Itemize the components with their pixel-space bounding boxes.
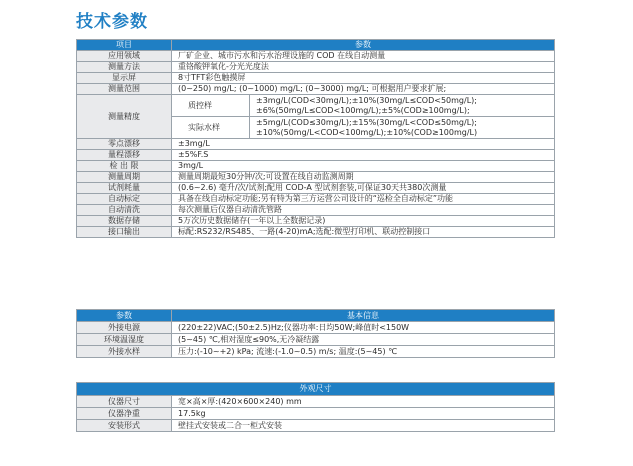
table-row: [77, 322, 555, 334]
table-header-row: [77, 40, 555, 51]
table-header-row: [77, 310, 555, 322]
table-row: [77, 95, 555, 117]
table-row: [77, 194, 555, 205]
table-row: [77, 346, 555, 358]
row-value: 每次测量后仪器自动清洗管路: [172, 205, 555, 216]
row-label: 测量精度: [77, 95, 172, 139]
header-item: 项目: [77, 40, 172, 51]
table-row: [77, 420, 555, 432]
table-row: [77, 408, 555, 420]
row-value: 压力:(-10~+2) kPa; 流速:(-1.0~0.5) m/s; 温度:(5~45) ℃: [172, 346, 555, 358]
row-value: 厂矿企业、城市污水和污水治理设施的 COD 在线自动测量: [172, 51, 555, 62]
table-header-row: [77, 383, 555, 396]
table-row: [77, 62, 555, 73]
row-label: 量程漂移: [77, 150, 172, 161]
header-basic-info: 基本信息: [172, 310, 555, 322]
header-param: 参数: [172, 40, 555, 51]
row-value: 具备在线自动标定功能;另有特为第三方运营公司设计的“巡检全自动标定”功能: [172, 194, 555, 205]
row-label: 测量范围: [77, 84, 172, 95]
row-label: 外接水样: [77, 346, 172, 358]
basic-info-table: [76, 309, 555, 358]
row-label: 自动清洗: [77, 205, 172, 216]
row-label: 仪器净重: [77, 408, 172, 420]
header-size: 外观尺寸: [77, 383, 555, 396]
table-row: [77, 139, 555, 150]
sub-label-real: 实际水样: [172, 117, 250, 139]
row-value: (0.6~2.6) 毫升/次/试剂;配用 COD-A 型试剂套装,可保证30天共380次测量: [172, 183, 555, 194]
row-value: 5万次历史数据储存(一年以上全数据记录): [172, 216, 555, 227]
table-row: [77, 73, 555, 84]
row-value: (5~45) ℃,相对湿度≤90%,无冷凝结露: [172, 334, 555, 346]
row-value: 测量周期最短30分钟/次;可设置在线自动监测周期: [172, 172, 555, 183]
row-label: 试剂耗量: [77, 183, 172, 194]
row-value: 8寸TFT彩色触摸屏: [172, 73, 555, 84]
row-value: ±3mg/L: [172, 139, 555, 150]
row-value: (220±22)VAC;(50±2.5)Hz;仪器功率:日均50W;峰值时<150W: [172, 322, 555, 334]
table-row: [77, 334, 555, 346]
row-label: 接口输出: [77, 227, 172, 238]
row-label: 外接电源: [77, 322, 172, 334]
table-row: [77, 183, 555, 194]
row-label: 测量周期: [77, 172, 172, 183]
table-row: [77, 205, 555, 216]
table-row: [77, 51, 555, 62]
row-label: 环境温湿度: [77, 334, 172, 346]
precision-qc-line: ±6%(50mg/L≤COD<100mg/L);±5%(COD≥100mg/L);: [256, 105, 470, 115]
row-value: (0~250) mg/L; (0~1000) mg/L; (0~3000) mg/L; 可根据用户要求扩展;: [172, 84, 555, 95]
table-row: [77, 161, 555, 172]
size-table: [76, 382, 555, 432]
row-value: ±5%F.S: [172, 150, 555, 161]
row-label: 安装形式: [77, 420, 172, 432]
precision-real-line: ±5mg/L(COD≤30mg/L);±15%(30mg/L<COD≤50mg/L);: [256, 117, 477, 127]
row-value: 重铬酸钾氧化-分光光度法: [172, 62, 555, 73]
tech-spec-table: [76, 39, 555, 238]
table-row: [77, 216, 555, 227]
header-param: 参数: [77, 310, 172, 322]
row-label: 数据存储: [77, 216, 172, 227]
precision-qc-line: ±3mg/L(COD<30mg/L);±10%(30mg/L≤COD<50mg/L);: [256, 95, 477, 105]
precision-real-value: [250, 117, 555, 139]
row-label: 测量方法: [77, 62, 172, 73]
row-label: 零点漂移: [77, 139, 172, 150]
row-value: 标配:RS232/RS485、一路(4-20)mA;选配:微型打印机、联动控制接口: [172, 227, 555, 238]
row-value: 3mg/L: [172, 161, 555, 172]
sub-label-qc: 质控样: [172, 95, 250, 117]
row-value: 壁挂式安装或二合一柜式安装: [172, 420, 555, 432]
table-row: [77, 396, 555, 408]
precision-qc-value: [250, 95, 555, 117]
row-label: 自动标定: [77, 194, 172, 205]
row-label: 仪器尺寸: [77, 396, 172, 408]
table-row: [77, 84, 555, 95]
row-value: 宽×高×厚:(420×600×240) mm: [172, 396, 555, 408]
row-value: 17.5kg: [172, 408, 555, 420]
precision-real-line: ±10%(50mg/L<COD<100mg/L);±10%(COD≥100mg/L): [256, 127, 478, 137]
page-title: 技术参数: [76, 12, 148, 32]
table-row: [77, 150, 555, 161]
table-row: [77, 172, 555, 183]
row-label: 应用领域: [77, 51, 172, 62]
row-label: 显示屏: [77, 73, 172, 84]
table-row: [77, 227, 555, 238]
row-label: 检 出 限: [77, 161, 172, 172]
